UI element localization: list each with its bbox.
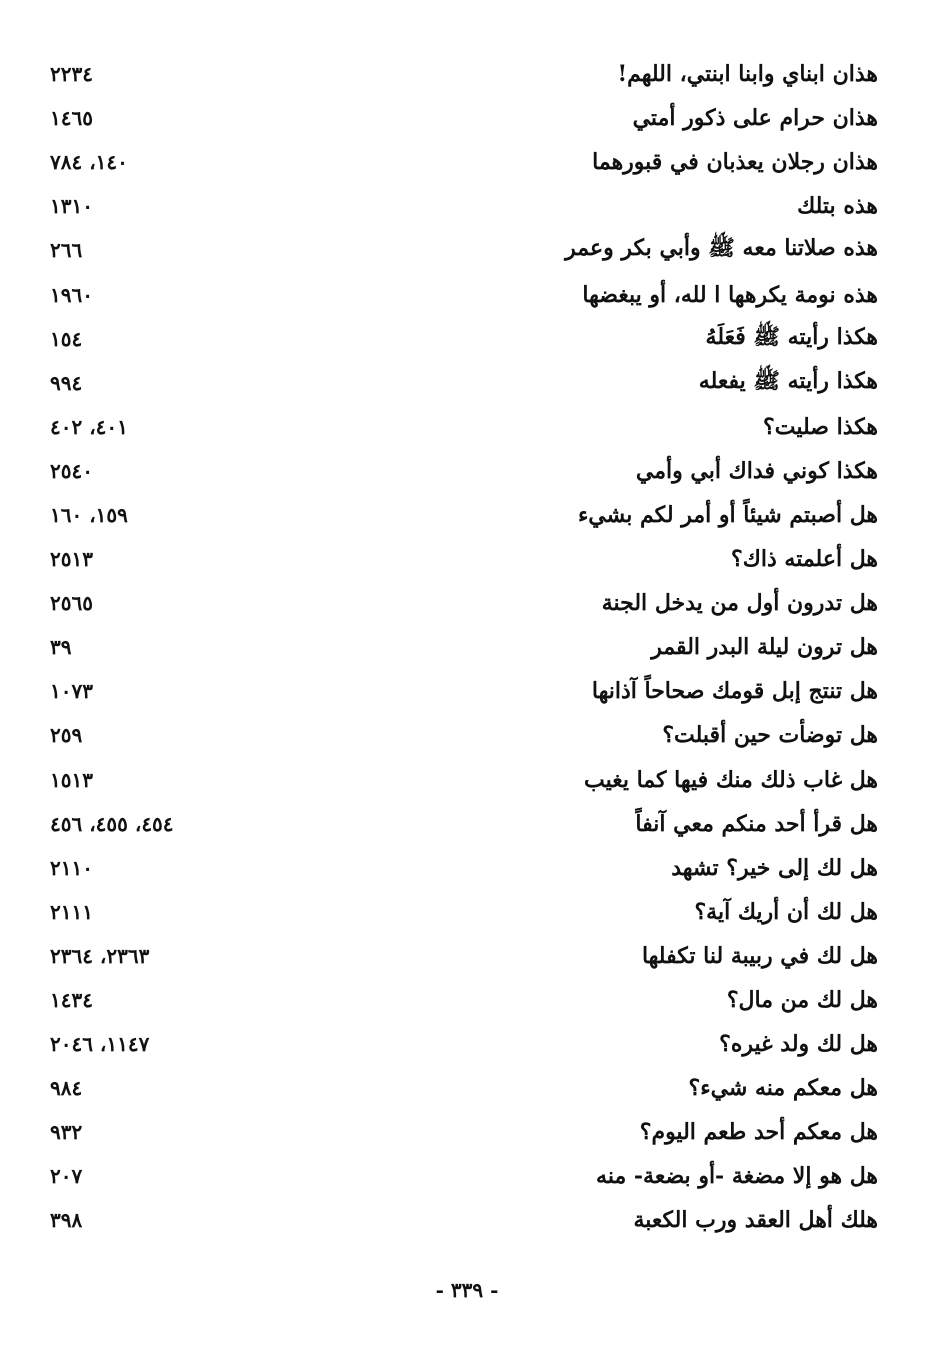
index-row xyxy=(50,184,878,228)
index-row xyxy=(50,537,878,581)
hadith-text: هل لك إلى خير؟ تشهد xyxy=(671,854,878,881)
hadith-text: هذان حرام على ذكور أمتي xyxy=(632,105,878,132)
index-row xyxy=(50,934,878,978)
index-row xyxy=(50,140,878,184)
hadith-refs: ٢١١١ xyxy=(50,899,93,924)
hadith-text: هذه بتلك xyxy=(797,193,878,220)
hadith-refs: ٢٥٩ xyxy=(50,723,83,748)
hadith-text: هكذا رأيته ﷺ يفعله xyxy=(698,367,878,394)
index-row xyxy=(50,52,878,96)
hadith-refs: ١٤٠، ٧٨٤ xyxy=(50,150,128,175)
hadith-text: هل غاب ذلك منك فيها كما يغيب xyxy=(583,766,878,793)
hadith-text: هل هو إلا مضغة -أو بضعة- منه xyxy=(596,1163,878,1190)
hadith-refs: ١٤٦٥ xyxy=(50,106,93,131)
hadith-text: هذه صلاتنا معه ﷺ وأبي بكر وعمر xyxy=(565,235,878,262)
hadith-refs: ٢٠٧ xyxy=(50,1164,83,1189)
page-number: - ٣٣٩ - xyxy=(435,1278,499,1302)
hadith-refs: ١٩٦٠ xyxy=(50,282,93,307)
hadith-refs: ٢٢٣٤ xyxy=(50,62,93,87)
index-row xyxy=(50,713,878,757)
hadith-text: هل توضأت حين أقبلت؟ xyxy=(662,722,878,749)
hadith-index-list xyxy=(50,52,878,1243)
index-row xyxy=(50,228,878,272)
hadith-text: هل معكم أحد طعم اليوم؟ xyxy=(639,1119,878,1146)
hadith-refs: ٢١١٠ xyxy=(50,855,93,880)
index-row xyxy=(50,1110,878,1154)
index-row xyxy=(50,581,878,625)
index-row xyxy=(50,758,878,802)
hadith-text: هل ترون ليلة البدر القمر xyxy=(651,634,878,661)
index-row xyxy=(50,1198,878,1242)
hadith-refs: ١٥١٣ xyxy=(50,767,93,792)
hadith-refs: ١٥٤ xyxy=(50,326,83,351)
hadith-text: هكذا رأيته ﷺ فَعَلَهُ xyxy=(705,323,878,350)
hadith-text: هل لك ولد غيره؟ xyxy=(719,1031,878,1058)
hadith-refs: ١٥٩، ١٦٠ xyxy=(50,502,128,527)
index-row xyxy=(50,669,878,713)
hadith-text: هل قرأ أحد منكم معي آنفاً xyxy=(635,810,878,837)
index-row xyxy=(50,1022,878,1066)
hadith-refs: ٢٥٤٠ xyxy=(50,458,93,483)
hadith-text: هكذا صليت؟ xyxy=(763,413,878,440)
hadith-text: هل لك في ربيبة لنا تكفلها xyxy=(641,942,878,969)
hadith-refs: ١٠٧٣ xyxy=(50,679,93,704)
hadith-refs: ١٤٣٤ xyxy=(50,988,93,1013)
index-row xyxy=(50,625,878,669)
hadith-refs: ٢٥٦٥ xyxy=(50,591,93,616)
hadith-refs: ٢٥١٣ xyxy=(50,547,93,572)
hadith-refs: ٩٣٢ xyxy=(50,1120,83,1145)
hadith-refs: ٤٥٤، ٤٥٥، ٤٥٦ xyxy=(50,811,174,836)
hadith-text: هذان ابناي وابنا ابنتي، اللهم! xyxy=(617,61,878,88)
hadith-text: هل معكم منه شيء؟ xyxy=(688,1075,878,1102)
hadith-refs: ٤٠١، ٤٠٢ xyxy=(50,414,128,439)
hadith-refs: ١١٤٧، ٢٠٤٦ xyxy=(50,1032,150,1057)
index-row xyxy=(50,890,878,934)
index-row xyxy=(50,361,878,405)
index-row xyxy=(50,449,878,493)
index-row xyxy=(50,493,878,537)
index-row xyxy=(50,272,878,316)
hadith-text: هل أصبتم شيئاً أو أمر لكم بشيء xyxy=(577,501,878,528)
hadith-refs: ٩٩٤ xyxy=(50,370,83,395)
hadith-refs: ١٣١٠ xyxy=(50,194,93,219)
index-row xyxy=(50,317,878,361)
index-row xyxy=(50,1066,878,1110)
hadith-text: هل لك أن أريك آية؟ xyxy=(694,898,878,925)
hadith-text: هذه نومة يكرهها ا لله، أو يبغضها xyxy=(582,281,878,308)
hadith-refs: ٢٦٦ xyxy=(50,238,83,263)
index-row xyxy=(50,1154,878,1198)
hadith-text: هكذا كوني فداك أبي وأمي xyxy=(635,457,878,484)
hadith-refs: ٣٩ xyxy=(50,635,72,660)
index-row xyxy=(50,978,878,1022)
index-row xyxy=(50,802,878,846)
hadith-refs: ٣٩٨ xyxy=(50,1208,83,1233)
index-row xyxy=(50,405,878,449)
hadith-text: هل لك من مال؟ xyxy=(726,987,878,1014)
hadith-text: هل تدرون أول من يدخل الجنة xyxy=(601,590,878,617)
hadith-refs: ٩٨٤ xyxy=(50,1076,83,1101)
hadith-text: هذان رجلان يعذبان في قبورهما xyxy=(592,149,878,176)
hadith-text: هلك أهل العقد ورب الكعبة xyxy=(633,1207,878,1234)
hadith-text: هل تنتج إبل قومك صحاحاً آذانها xyxy=(591,678,878,705)
hadith-text: هل أعلمته ذاك؟ xyxy=(731,546,878,573)
hadith-refs: ٢٣٦٣، ٢٣٦٤ xyxy=(50,943,150,968)
index-row xyxy=(50,96,878,140)
index-row xyxy=(50,846,878,890)
